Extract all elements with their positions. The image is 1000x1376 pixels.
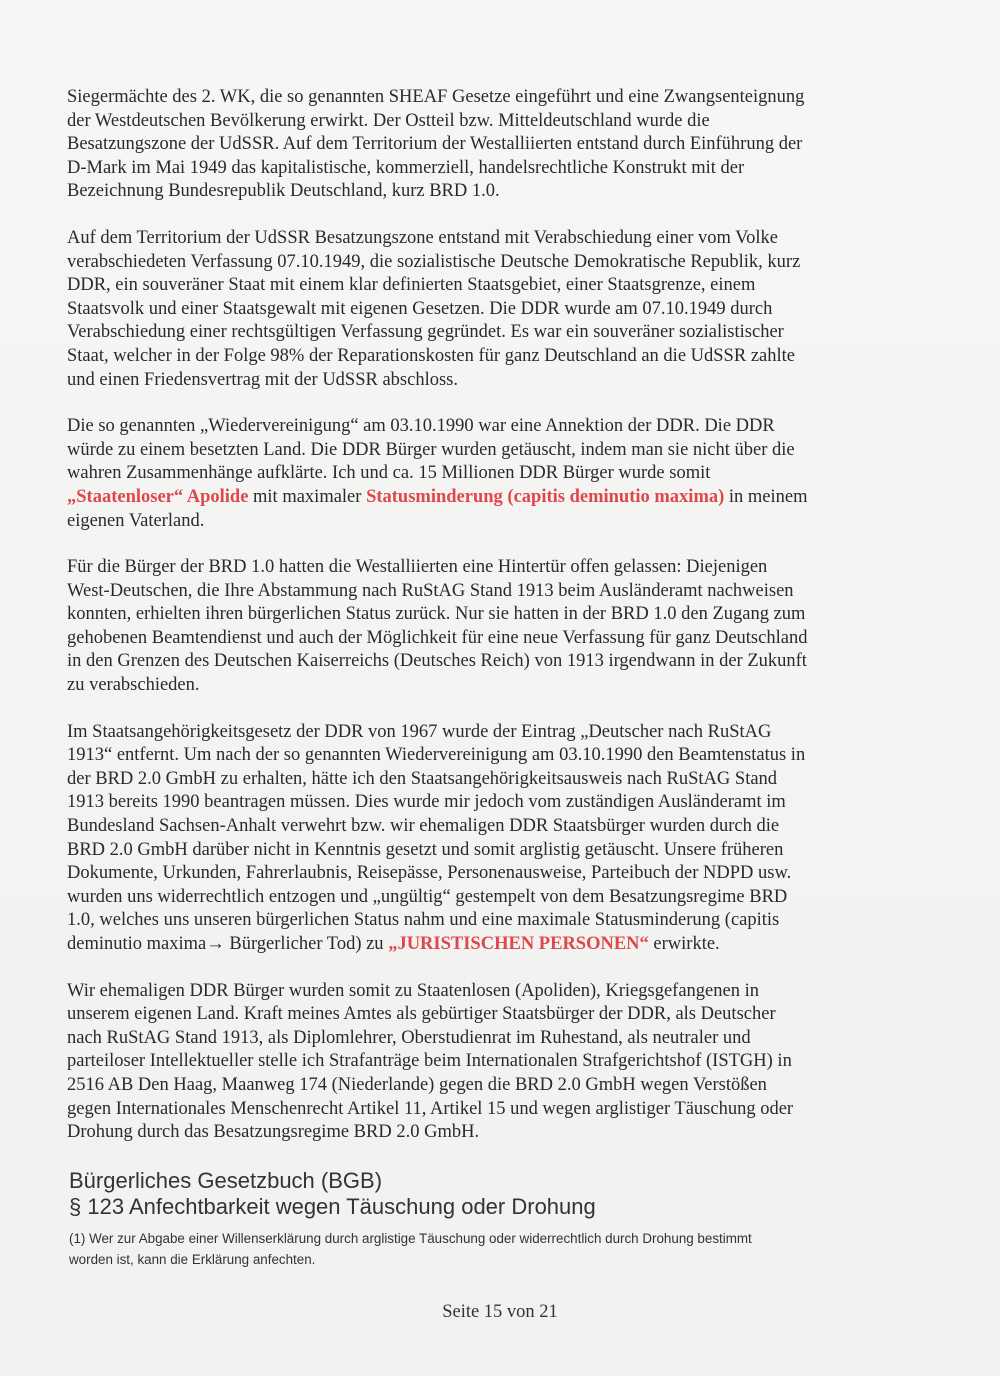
text-line: gegen Internationales Menschenrecht Artikel 11, Artikel 15 und wegen arglistiger Täuschung oder: [67, 1098, 794, 1119]
law-quote: [69, 1228, 897, 1270]
highlight-staatenloser: „Staatenloser“ Apolide: [67, 486, 249, 507]
text-line: und einen Friedensvertrag mit der UdSSR abschloss.: [67, 369, 459, 390]
text-line: Drohung durch das Besatzungsregime BRD 2.0 GmbH.: [67, 1122, 480, 1143]
text-fragment: deminutio maxima→ Bürgerlicher Tod) zu: [67, 934, 389, 954]
law-text-line: (1) Wer zur Abgabe einer Willenserklärung durch arglistige Täuschung oder widerrechtlich durch Drohung bestimmt: [69, 1230, 752, 1246]
text-line: DDR, ein souveräner Staat mit einem klar definierten Staatsgebiet, einer Staatsgrenze, einem: [67, 275, 756, 296]
law-title-paragraph: § 123 Anfechtbarkeit wegen Täuschung oder Drohung: [69, 1193, 596, 1219]
highlight-juristischen-personen: „JURISTISCHEN PERSONEN“: [388, 934, 649, 954]
text-line: Auf dem Territorium der UdSSR Besatzungszone entstand mit Verabschiedung einer vom Volke: [67, 227, 779, 248]
text-line: gehobenen Beamtendienst und auch der Möglichkeit für eine neue Verfassung für ganz Deutschland: [67, 627, 808, 648]
law-heading: [69, 1168, 897, 1220]
text-line: in den Grenzen des Deutschen Kaiserreichs (Deutsches Reich) von 1913 irgendwann in der Zukunft: [67, 651, 807, 672]
text-line: Staat, welcher in der Folge 98% der Reparationskosten für ganz Deutschland an die UdSSR zahlte: [67, 345, 795, 366]
page-number: Seite 15 von 21: [442, 1302, 558, 1322]
text-line: Dokumente, Urkunden, Fahrerlaubnis, Reisepässe, Personenausweise, Parteibuch der NDPD usw.: [67, 863, 792, 884]
text-line: Die so genannten „Wiedervereinigung“ am 03.10.1990 war eine Annektion der DDR. Die DDR: [67, 416, 775, 437]
text-line: eigenen Vaterland.: [67, 510, 205, 531]
paragraph-2: [67, 227, 897, 392]
text-line: nach RuStAG Stand 1913, als Diplomlehrer, Oberstudienrat im Ruhestand, als neutraler und: [67, 1027, 751, 1048]
text-line: BRD 2.0 GmbH darüber nicht in Kenntnis gesetzt und somit arglistig getäuscht. Unsere früheren: [67, 839, 784, 860]
paragraph-6: [67, 980, 897, 1145]
paragraph-5: [67, 721, 897, 957]
highlight-statusminderung: Statusminderung (capitis deminutio maxima): [366, 486, 725, 507]
text-line: [67, 933, 897, 957]
text-line: verabschiedeten Verfassung 07.10.1949, die sozialistische Deutsche Demokratische Republik, kurz: [67, 251, 801, 272]
paragraph-1: [67, 86, 897, 204]
text-line: D-Mark im Mai 1949 das kapitalistische, kommerziell, handelsrechtliche Konstrukt mit der: [67, 157, 745, 178]
text-line: 2516 AB Den Haag, Maanweg 174 (Niederlande) gegen die BRD 2.0 GmbH wegen Verstößen: [67, 1074, 767, 1095]
text-line: konnten, erhielten ihren bürgerlichen Status zurück. Nur sie hatten in der BRD 1.0 den Zugang zum: [67, 604, 806, 625]
text-line: West-Deutschen, die Ihre Abstammung nach RuStAG Stand 1913 beim Ausländeramt nachweisen: [67, 580, 794, 601]
text-line: zu verabschieden.: [67, 675, 200, 696]
text-line: Für die Bürger der BRD 1.0 hatten die Westalliierten eine Hintertür offen gelassen: Diejenigen: [67, 557, 768, 578]
text-line: [67, 486, 897, 510]
text-line: der Westdeutschen Bevölkerung erwirkt. Der Ostteil bzw. Mitteldeutschland wurde die: [67, 110, 710, 131]
text-line: Staatsvolk und einer Staatsgewalt mit eigenen Gesetzen. Die DDR wurde am 07.10.1949 durch: [67, 298, 773, 319]
document-body: [67, 86, 897, 1270]
text-fragment: erwirkte.: [648, 934, 720, 954]
text-line: Wir ehemaligen DDR Bürger wurden somit zu Staatenlosen (Apoliden), Kriegsgefangenen in: [67, 980, 759, 1001]
text-fragment: in meinem: [724, 486, 808, 507]
text-line: 1913 bereits 1990 beantragen müssen. Dies wurde mir jedoch vom zuständigen Ausländeramt im: [67, 792, 786, 813]
text-line: Im Staatsangehörigkeitsgesetz der DDR von 1967 wurde der Eintrag „Deutscher nach RuStAG: [67, 721, 772, 742]
text-line: Bezeichnung Bundesrepublik Deutschland, kurz BRD 1.0.: [67, 181, 500, 202]
text-line: 1.0, welches uns unseren bürgerlichen Status nahm und eine maximale Statusminderung (capitis: [67, 910, 780, 931]
text-line: wahren Zusammenhänge aufklärte. Ich und ca. 15 Millionen DDR Bürger wurde somit: [67, 463, 711, 484]
text-line: parteiloser Intellektueller stelle ich Strafanträge beim Internationalen Strafgerichtshof (ISTGH) in: [67, 1051, 792, 1072]
text-line: der BRD 2.0 GmbH zu erhalten, hätte ich den Staatsangehörigkeitsausweis nach RuStAG Stand: [67, 768, 778, 789]
text-line: wurden uns widerrechtlich entzogen und „ungültig“ gestempelt von dem Besatzungsregime BRD: [67, 886, 788, 907]
text-line: 1913“ entfernt. Um nach der so genannten Wiedervereinigung am 03.10.1990 den Beamtenstatus in: [67, 745, 806, 766]
text-line: Siegermächte des 2. WK, die so genannten SHEAF Gesetze eingeführt und eine Zwangsenteignung: [67, 87, 805, 107]
text-line: Bundesland Sachsen-Anhalt verwehrt bzw. wir ehemaligen DDR Staatsbürger wurden durch die: [67, 816, 780, 837]
text-line: unserem eigenen Land. Kraft meines Amtes als gebürtiger Staatsbürger der DDR, als Deutscher: [67, 1004, 776, 1025]
text-line: Verabschiedung einer rechtsgültigen Verfassung gegründet. Es war ein souveräner sozialistischer: [67, 322, 784, 343]
paragraph-3: [67, 415, 897, 533]
paragraph-4: [67, 556, 897, 698]
text-line: würde zu einem besetzten Land. Die DDR Bürger wurden getäuscht, indem man sie nicht über die: [67, 439, 795, 460]
text-fragment: mit maximaler: [248, 486, 367, 507]
law-title-bgb: Bürgerliches Gesetzbuch (BGB): [69, 1167, 383, 1193]
law-text-line: worden ist, kann die Erklärung anfechten.: [69, 1251, 316, 1267]
text-line: Besatzungszone der UdSSR. Auf dem Territorium der Westalliierten entstand durch Einführung der: [67, 134, 803, 155]
